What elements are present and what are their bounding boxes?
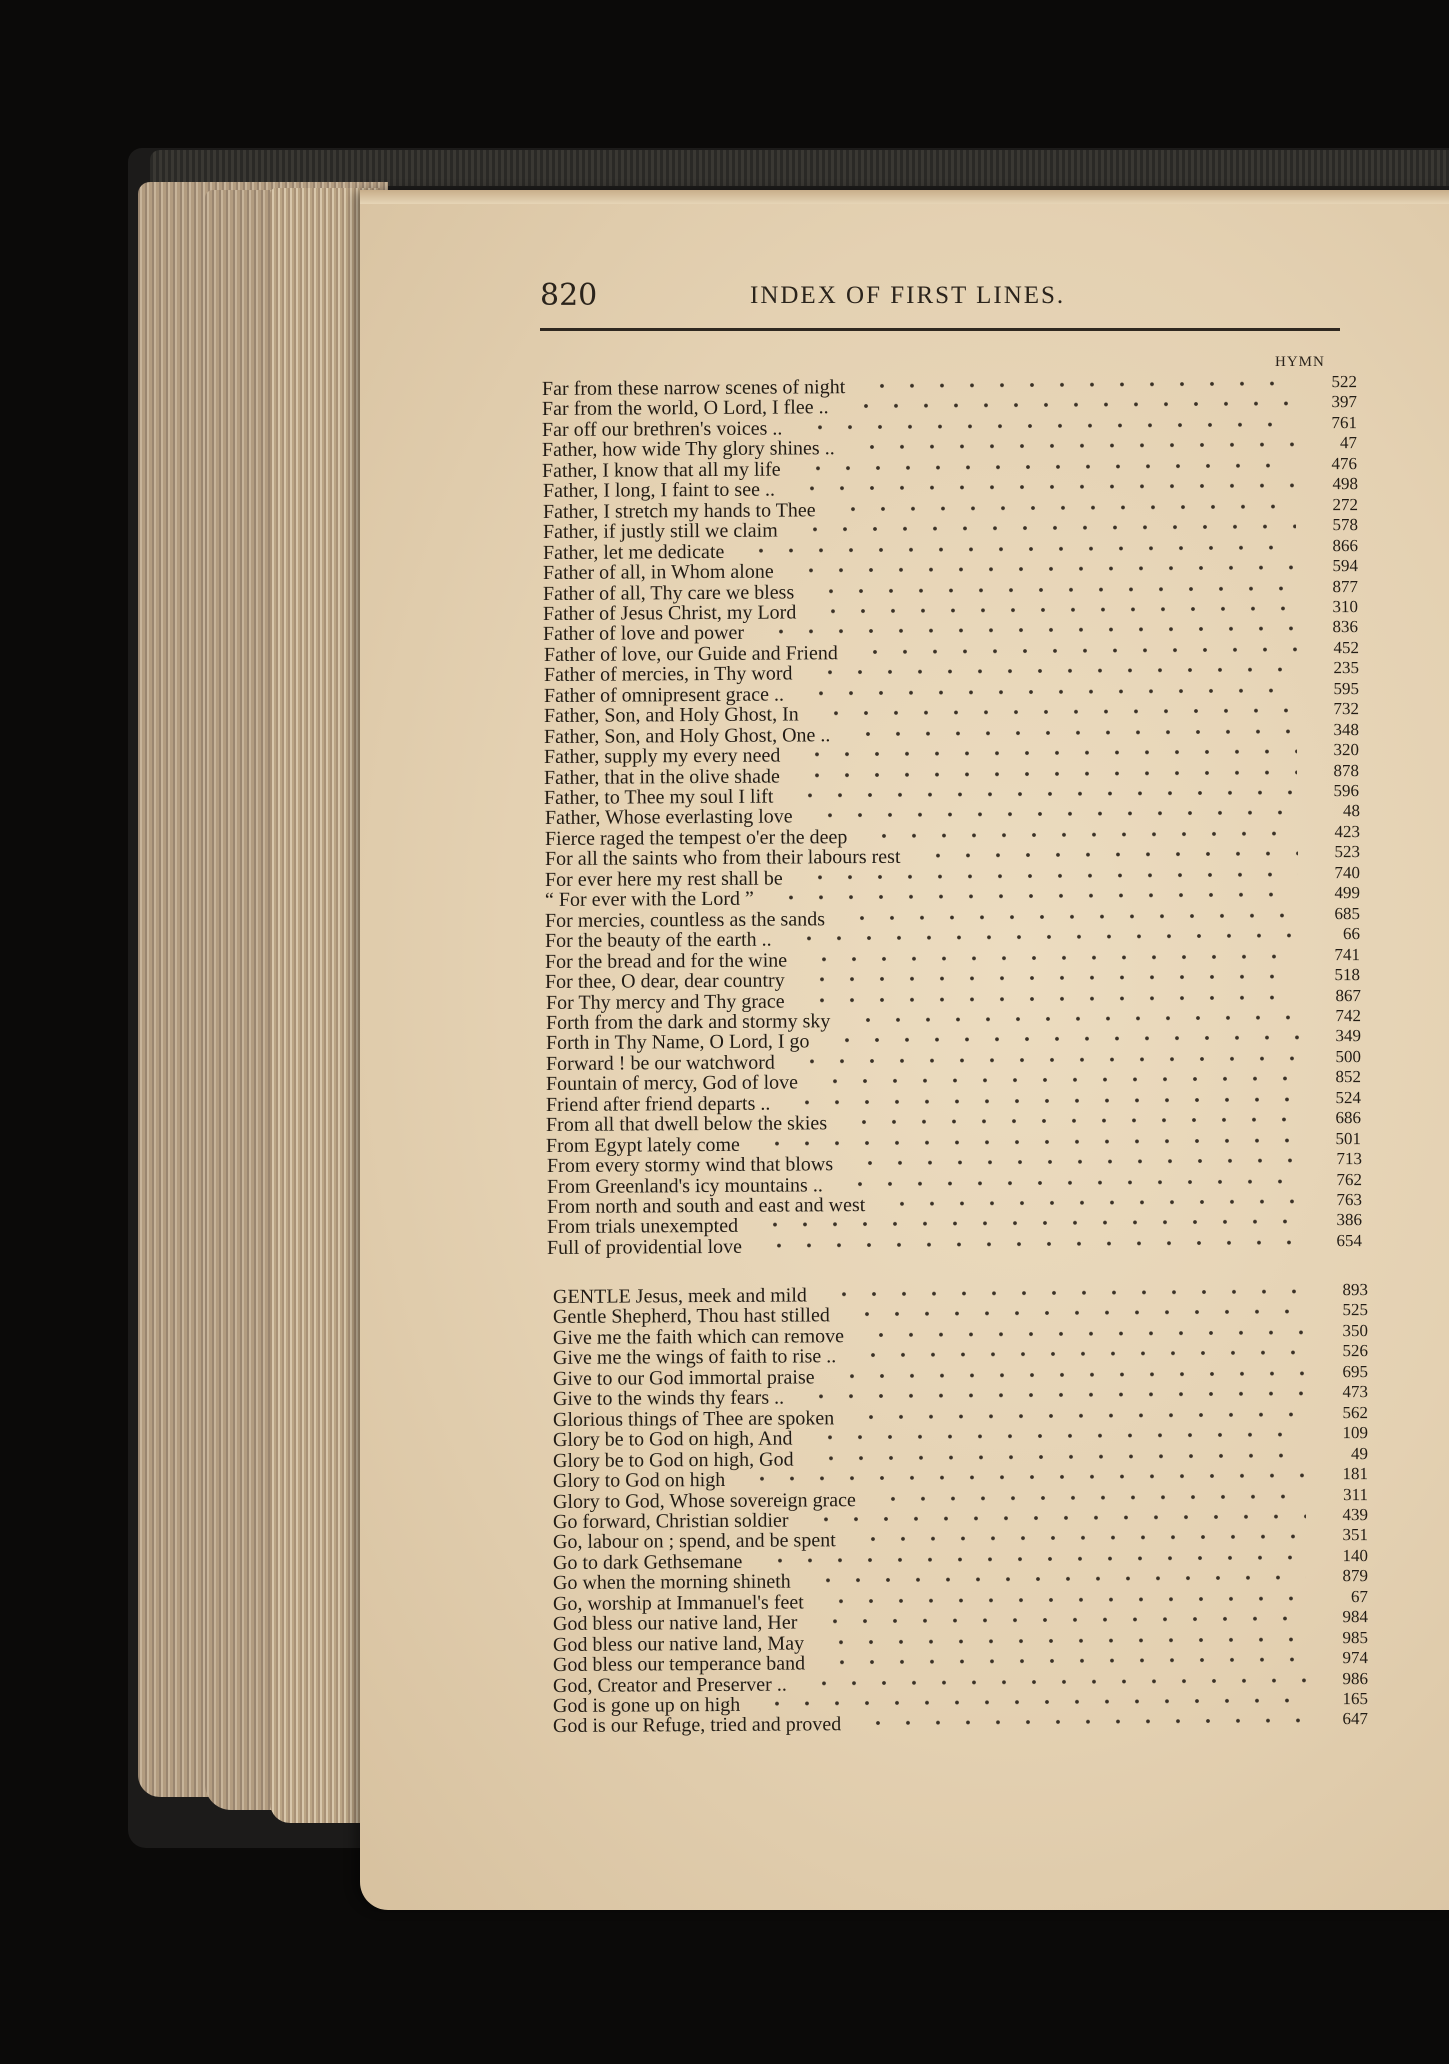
dot-leader <box>760 1218 1300 1229</box>
first-line-text: Go when the morning shineth <box>552 1570 791 1595</box>
first-line-text: God, Creator and Preserver .. <box>552 1673 787 1697</box>
index-entry <box>547 1232 1362 1259</box>
hymn-number: 524 <box>1335 1087 1362 1107</box>
dot-leader <box>805 870 1298 881</box>
dot-leader <box>819 604 1297 615</box>
dot-leader <box>837 502 1295 513</box>
hymn-number: 685 <box>1334 903 1361 923</box>
first-line-text: Father, Whose everlasting love <box>544 805 793 830</box>
dot-leader <box>811 1512 1306 1523</box>
first-line-text: Give to our God immortal praise <box>552 1366 815 1390</box>
hymn-number: 452 <box>1332 637 1359 658</box>
first-line-text: From all that dwell below the skies <box>546 1112 828 1137</box>
hymn-number: 974 <box>1342 1648 1369 1668</box>
first-line-text: God bless our temperance band <box>552 1652 806 1677</box>
dot-leader <box>856 1410 1306 1421</box>
first-line-text: Father of all, Thy care we bless <box>543 580 795 605</box>
hymn-number: 518 <box>1334 965 1361 985</box>
first-line-text: Glory be to God on high, God <box>552 1448 794 1472</box>
dot-leader <box>859 645 1296 656</box>
dot-leader <box>796 563 1296 574</box>
hymn-number: 349 <box>1335 1026 1361 1046</box>
dot-leader <box>858 1349 1306 1360</box>
dot-leader <box>826 1594 1306 1605</box>
dot-leader <box>858 1533 1306 1544</box>
hymn-number: 500 <box>1335 1046 1361 1067</box>
hymn-number: 893 <box>1342 1280 1369 1300</box>
dot-leader <box>878 1492 1306 1503</box>
dot-leader <box>803 461 1295 472</box>
hymn-number: 867 <box>1335 985 1361 1005</box>
hymn-number: 985 <box>1342 1627 1369 1647</box>
dot-leader <box>793 1095 1300 1106</box>
dot-leader <box>863 1717 1306 1728</box>
first-line-text: Father, Son, and Holy Ghost, One .. <box>543 723 831 748</box>
dot-leader <box>887 1197 1300 1208</box>
hymn-number: 49 <box>1350 1443 1369 1463</box>
hymn-number: 501 <box>1335 1128 1362 1148</box>
first-line-text: Father, Son, and Holy Ghost, In <box>543 703 799 728</box>
first-line-text: Father of Jesus Christ, my Lord <box>543 601 797 625</box>
dot-leader <box>821 707 1297 718</box>
dot-leader <box>819 1615 1306 1626</box>
hymn-number: 386 <box>1336 1210 1362 1230</box>
first-line-text: Father, I know that all my life <box>542 458 782 482</box>
dot-leader <box>803 747 1298 758</box>
dot-leader <box>767 625 1297 636</box>
dot-leader <box>837 1369 1306 1380</box>
hymn-number: 713 <box>1335 1149 1362 1169</box>
first-line-text: Glorious things of Thee are spoken <box>552 1406 835 1431</box>
hymn-number: 852 <box>1335 1067 1362 1087</box>
hymn-number: 562 <box>1342 1402 1369 1422</box>
dot-leader <box>813 1574 1306 1585</box>
first-line-text: For all the saints who from their labours rest <box>544 846 901 871</box>
hymn-number: 878 <box>1333 760 1360 780</box>
first-line-text: Father of love and power <box>543 622 745 646</box>
first-line-text: Glory to God on high <box>552 1468 726 1493</box>
dot-leader <box>762 1136 1299 1147</box>
dot-leader <box>852 1308 1306 1319</box>
dot-leader <box>851 400 1295 411</box>
hymn-number: 320 <box>1333 740 1360 760</box>
first-line-text: “ For ever with the Lord ” <box>544 887 754 912</box>
dot-leader <box>820 1075 1299 1086</box>
first-line-text: For mercies, countless as the sands <box>545 907 826 932</box>
first-line-text: God bless our native land, May <box>552 1632 805 1656</box>
dot-leader <box>869 829 1298 840</box>
hymn-number: 423 <box>1334 821 1360 842</box>
first-line-text: Father of love, our Guide and Friend <box>543 642 838 666</box>
hymn-number: 473 <box>1342 1382 1369 1402</box>
first-line-text: Glory be to God on high, And <box>552 1427 793 1452</box>
dot-leader <box>806 1390 1306 1401</box>
page-title: INDEX OF FIRST LINES. <box>750 282 1066 309</box>
hymn-number: 596 <box>1333 781 1360 801</box>
first-line-text: Father of mercies, in Thy word <box>543 662 793 687</box>
first-line-text: Give me the faith which can remove <box>552 1325 845 1349</box>
hymn-number: 109 <box>1342 1423 1369 1443</box>
hymn-number: 48 <box>1342 801 1360 821</box>
first-line-text: Forth in Thy Name, O Lord, I go <box>545 1030 810 1055</box>
hymn-number: 499 <box>1334 883 1361 903</box>
dot-leader <box>805 420 1296 431</box>
first-line-text: Forth from the dark and stormy sky <box>545 1010 831 1034</box>
hymn-number: 742 <box>1335 1005 1361 1026</box>
hymn-number: 986 <box>1342 1668 1369 1688</box>
first-line-text: Go to dark Gethsemane <box>552 1550 743 1574</box>
first-line-text: From Egypt lately come <box>546 1133 741 1157</box>
hymn-column-label: HYMN <box>1275 354 1325 370</box>
hymn-number: 761 <box>1331 412 1358 433</box>
first-line-text: God is gone up on high <box>552 1693 741 1717</box>
dot-leader <box>810 952 1299 963</box>
hymn-number: 311 <box>1343 1484 1369 1504</box>
hymn-number: 498 <box>1332 474 1358 494</box>
dot-leader <box>797 1054 1299 1065</box>
dot-leader <box>827 1655 1306 1666</box>
first-line-text: For the beauty of the earth .. <box>545 928 772 953</box>
first-line-text: Fierce raged the tempest o'er the deep <box>544 826 848 850</box>
hymn-number: 984 <box>1342 1607 1369 1627</box>
dot-leader <box>800 523 1296 534</box>
dot-leader <box>867 379 1295 390</box>
hymn-number: 351 <box>1342 1525 1369 1545</box>
first-line-text: From Greenland's icy mountains .. <box>546 1173 823 1198</box>
first-line-text: From north and south and east and west <box>546 1194 866 1218</box>
dot-leader <box>796 788 1298 799</box>
first-line-text: Give to the winds thy fears .. <box>552 1386 785 1411</box>
hymn-number: 523 <box>1334 842 1360 862</box>
first-line-text: Go forward, Christian soldier <box>552 1509 789 1533</box>
dot-leader <box>847 911 1298 922</box>
first-line-text: Far from the world, O Lord, I flee .. <box>542 396 829 421</box>
hymn-number: 740 <box>1334 862 1360 882</box>
dot-leader <box>809 1676 1306 1687</box>
hymn-number: 348 <box>1333 719 1360 739</box>
first-line-text: Give me the wings of faith to rise .. <box>552 1345 837 1370</box>
dot-leader <box>814 809 1297 820</box>
first-line-text: Father, I stretch my hands to Thee <box>542 499 816 523</box>
dot-leader <box>855 1156 1300 1167</box>
index-entry <box>553 1710 1368 1737</box>
first-line-text: Father, that in the olive shade <box>544 765 781 789</box>
hymn-number: 526 <box>1342 1341 1369 1361</box>
dot-leader <box>922 850 1297 860</box>
dot-leader <box>826 1635 1306 1646</box>
first-line-text: Full of providential love <box>546 1235 743 1259</box>
hymn-number: 476 <box>1331 453 1358 473</box>
dot-leader <box>776 891 1298 902</box>
first-line-text: Father, how wide Thy glory shines .. <box>542 437 836 462</box>
hymn-number: 522 <box>1331 372 1358 392</box>
dot-leader <box>845 1177 1300 1188</box>
dot-leader <box>857 441 1295 452</box>
hymn-number: 654 <box>1336 1230 1363 1251</box>
first-line-text: Go, labour on ; spend, and be spent <box>552 1529 836 1554</box>
hymn-number: 762 <box>1336 1169 1362 1189</box>
first-line-text: For the bread and for the wine <box>545 949 788 973</box>
hymn-number: 181 <box>1342 1464 1369 1484</box>
first-line-text: Forward ! be our watchword <box>545 1051 775 1075</box>
dot-leader <box>852 1013 1299 1024</box>
hymn-number: 350 <box>1342 1320 1369 1341</box>
hymn-number: 439 <box>1342 1504 1369 1525</box>
dot-leader <box>794 932 1298 943</box>
first-line-text: For ever here my rest shall be <box>544 867 783 891</box>
dot-leader <box>853 727 1298 738</box>
dot-leader <box>802 768 1297 779</box>
hymn-number: 397 <box>1331 392 1358 412</box>
hymn-number: 272 <box>1332 494 1358 514</box>
dot-leader <box>816 584 1296 595</box>
first-line-text: Gentle Shepherd, Thou hast stilled <box>552 1304 830 1329</box>
first-line-text: Father, to Thee my soul I lift <box>544 785 774 809</box>
dot-leader <box>866 1328 1306 1339</box>
dot-leader <box>814 666 1296 677</box>
hymn-number: 695 <box>1342 1361 1369 1381</box>
first-line-text: From trials unexempted <box>546 1215 739 1239</box>
hymn-number: 165 <box>1342 1689 1369 1709</box>
first-line-text: Father, if justly still we claim <box>542 519 778 544</box>
hymn-number: 310 <box>1332 596 1359 617</box>
hymn-number: 686 <box>1335 1108 1362 1128</box>
dot-leader <box>807 972 1298 983</box>
hymn-number: 866 <box>1332 535 1358 555</box>
first-line-text: Father of all, in Whom alone <box>543 560 774 585</box>
hymn-number: 235 <box>1333 658 1359 678</box>
dot-leader <box>849 1116 1299 1127</box>
hymn-number: 67 <box>1350 1586 1369 1606</box>
dot-leader <box>762 1696 1306 1707</box>
hymn-number: 647 <box>1342 1709 1369 1729</box>
first-line-text: For Thy mercy and Thy grace <box>545 990 785 1014</box>
dot-leader <box>816 1451 1306 1462</box>
first-line-text: Far from these narrow scenes of night <box>541 376 846 400</box>
hymn-number: 879 <box>1342 1566 1369 1586</box>
first-line-text: Far off our brethren's voices .. <box>542 417 783 441</box>
hymn-number: 836 <box>1332 617 1359 637</box>
page-number: 820 <box>540 278 598 313</box>
first-line-text: God bless our native land, Her <box>552 1611 798 1636</box>
hymn-number: 594 <box>1332 556 1359 576</box>
hymn-number: 877 <box>1332 576 1359 596</box>
hymn-number: 763 <box>1336 1190 1362 1210</box>
hymn-number: 140 <box>1342 1545 1369 1566</box>
first-line-text: For thee, O dear, dear country <box>545 969 786 994</box>
hymn-number: 66 <box>1343 924 1361 944</box>
dot-leader <box>806 993 1298 1004</box>
first-line-text: Friend after friend departs .. <box>546 1092 771 1116</box>
first-line-text: Father, I long, I faint to see .. <box>542 478 775 503</box>
dot-leader <box>746 543 1296 554</box>
dot-leader <box>806 686 1297 697</box>
hymn-number: 525 <box>1342 1300 1369 1320</box>
first-line-text: Father, supply my every need <box>544 744 781 769</box>
first-line-text: God is our Refuge, tried and proved <box>552 1713 842 1738</box>
dot-leader <box>747 1471 1306 1482</box>
dot-leader <box>797 482 1296 493</box>
hymn-number: 595 <box>1333 678 1359 698</box>
first-line-text: From every stormy wind that blows <box>546 1153 833 1178</box>
hymn-number: 47 <box>1340 433 1358 453</box>
first-line-text: Fountain of mercy, God of love <box>546 1071 799 1096</box>
dot-leader <box>831 1034 1298 1045</box>
first-line-text: Glory to God, Whose sovereign grace <box>552 1488 856 1513</box>
first-line-text: GENTLE Jesus, meek and mild <box>552 1284 807 1308</box>
first-line-text: Father, let me dedicate <box>542 540 725 564</box>
hymn-number: 578 <box>1332 515 1358 535</box>
dot-leader <box>764 1238 1300 1249</box>
hymn-number: 732 <box>1333 699 1359 719</box>
dot-leader <box>815 1431 1306 1442</box>
first-line-text: Go, worship at Immanuel's feet <box>552 1591 804 1615</box>
dot-leader <box>829 1287 1306 1298</box>
dot-leader <box>764 1553 1306 1564</box>
first-line-text: Father of omnipresent grace .. <box>543 683 784 707</box>
hymn-number: 741 <box>1334 944 1361 964</box>
